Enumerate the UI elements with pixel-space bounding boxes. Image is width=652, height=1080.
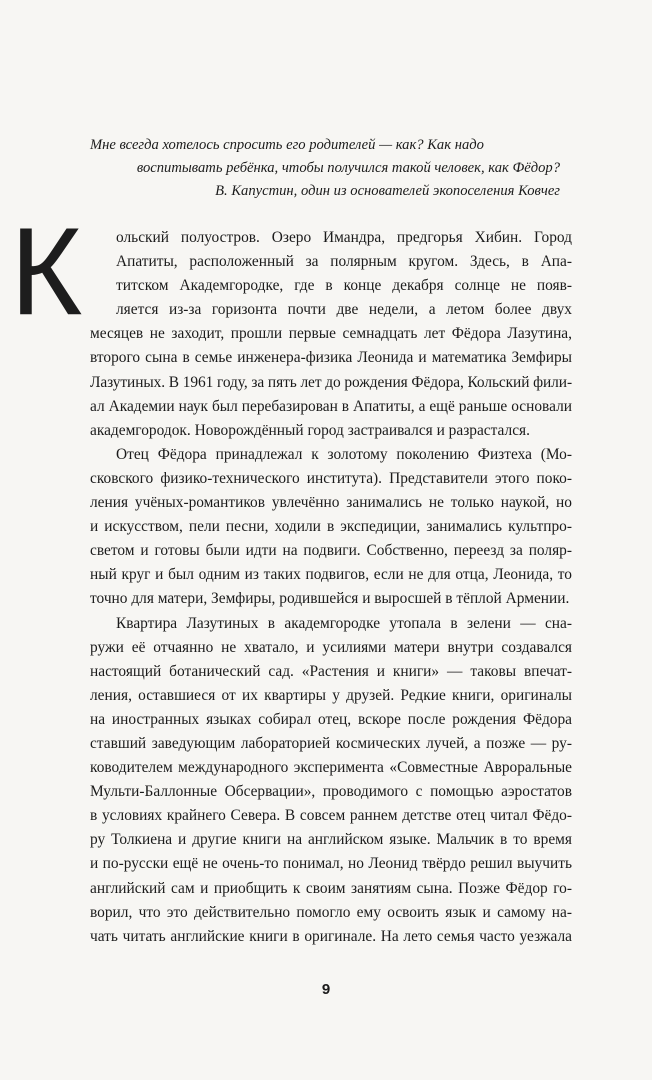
text-line: Мульти-Баллонные Обсервации», проводимого с помощью аэростатов bbox=[90, 783, 572, 801]
text-line: Квартира Лазутиных в академгородке утопала в зелени — сна- bbox=[116, 614, 572, 632]
text-line-row bbox=[0, 346, 652, 370]
text-line: сковского физико-технического института). Представители этого поко- bbox=[90, 469, 572, 487]
text-line: ления учёных-романтиков увлечённо занимались не только наукой, но bbox=[90, 494, 572, 512]
paragraph bbox=[0, 443, 652, 612]
body-text bbox=[0, 226, 652, 949]
text-line: английский сам и приобщить к своим занятиям сына. Позже Фёдор го- bbox=[90, 879, 572, 897]
text-line-row bbox=[0, 467, 652, 491]
text-line-row bbox=[0, 804, 652, 828]
text-line: точно для матери, Земфиры, родившейся и выросшей в тёплой Армении. bbox=[90, 590, 570, 608]
text-line-row bbox=[0, 877, 652, 901]
epigraph-attribution: В. Капустин, один из основателей экопоселения Ковчег bbox=[215, 183, 560, 199]
text-line-row bbox=[0, 612, 652, 636]
text-line: светом и готовы были идти на подвиги. Собственно, переезд за поляр- bbox=[90, 542, 572, 560]
text-line: ставший заведующим лабораторией космических лучей, а позже — ру- bbox=[90, 734, 572, 752]
text-line: ления, оставшиеся от их квартиры у друзей. Редкие книги, оригиналы bbox=[90, 686, 572, 704]
text-line-row bbox=[0, 925, 652, 949]
text-line-row bbox=[0, 563, 652, 587]
paragraph bbox=[0, 226, 652, 443]
text-line-row bbox=[0, 371, 652, 395]
text-line-row bbox=[0, 780, 652, 804]
text-line-row bbox=[0, 828, 652, 852]
text-line-row bbox=[0, 636, 652, 660]
text-line-row bbox=[0, 322, 652, 346]
text-line: и по-русски ещё не очень-то понимал, но Леонид твёрдо решил выучить bbox=[90, 855, 572, 873]
text-line: академгородок. Новорождённый город застраивался и разрастался. bbox=[90, 421, 530, 439]
text-line-row bbox=[0, 684, 652, 708]
text-line: ляется из-за горизонта почти две недели, а летом более двух bbox=[116, 301, 572, 319]
drop-cap-letter: К bbox=[10, 203, 83, 341]
text-line: в условиях крайнего Севера. В совсем раннем детстве отец читал Фёдо- bbox=[90, 807, 572, 825]
epigraph bbox=[90, 134, 560, 203]
text-line-row bbox=[0, 419, 652, 443]
epigraph-line: Мне всегда хотелось спросить его родителей — как? Как надо bbox=[90, 137, 484, 153]
text-line-row bbox=[0, 660, 652, 684]
text-line: второго сына в семье инженера-физика Леонида и математика Земфиры bbox=[90, 349, 572, 367]
text-line: на иностранных языках собирал отец, вскоре после рождения Фёдора bbox=[90, 710, 572, 728]
text-line-row bbox=[0, 587, 652, 611]
text-line-row bbox=[0, 226, 652, 250]
text-line-row bbox=[0, 250, 652, 274]
paragraph bbox=[0, 612, 652, 949]
text-line: настоящий ботанический сад. «Растения и книги» — таковы впечат- bbox=[90, 662, 572, 680]
text-line: ный круг и был одним из таких подвигов, если не для отца, Леонида, то bbox=[90, 566, 572, 584]
text-line: ружи её отчаянно не хватало, и усилиями матери внутри создавался bbox=[90, 638, 572, 656]
text-line-row bbox=[0, 852, 652, 876]
text-line-row bbox=[0, 756, 652, 780]
epigraph-line: воспитывать ребёнка, чтобы получился такой человек, как Фёдор? bbox=[136, 160, 560, 176]
text-line-row bbox=[0, 298, 652, 322]
page-number: 9 bbox=[321, 981, 331, 998]
text-line-row bbox=[0, 491, 652, 515]
text-line: Лазутиных. В 1961 году, за пять лет до рождения Фёдора, Кольский фили- bbox=[90, 373, 572, 391]
text-line-row bbox=[0, 539, 652, 563]
text-line: чать читать английские книги в оригинале. На лето семья часто уезжала bbox=[90, 927, 572, 945]
text-line: ал Академии наук был перебазирован в Апатиты, а ещё раньше основали bbox=[90, 397, 572, 415]
text-line: ольский полуостров. Озеро Имандра, предгорья Хибин. Город bbox=[116, 229, 572, 246]
text-line: Апатиты, расположенный за полярным кругом. Здесь, в Апа- bbox=[116, 253, 572, 271]
text-line-row bbox=[0, 732, 652, 756]
text-line-row bbox=[0, 708, 652, 732]
text-line-row bbox=[0, 395, 652, 419]
text-line-row bbox=[0, 515, 652, 539]
text-line: ру Толкиена и другие книги на английском языке. Мальчик в то время bbox=[90, 831, 572, 849]
text-line-row bbox=[0, 274, 652, 298]
text-line: ворил, что это действительно помогло ему освоить язык и самому на- bbox=[90, 903, 572, 921]
text-line: месяцев не заходит, прошли первые семнадцать лет Фёдора Лазутина, bbox=[90, 325, 572, 343]
text-line: Отец Фёдора принадлежал к золотому поколению Физтеха (Мо- bbox=[116, 445, 572, 463]
text-line-row bbox=[0, 443, 652, 467]
text-line: и искусством, пели песни, ходили в экспедиции, занимались культпро- bbox=[90, 518, 572, 536]
text-line-row bbox=[0, 901, 652, 925]
text-line: ководителем международного эксперимента «Совместные Авроральные bbox=[90, 759, 572, 777]
text-line: титском Академгородке, где в конце декабря солнце не появ- bbox=[116, 277, 572, 295]
